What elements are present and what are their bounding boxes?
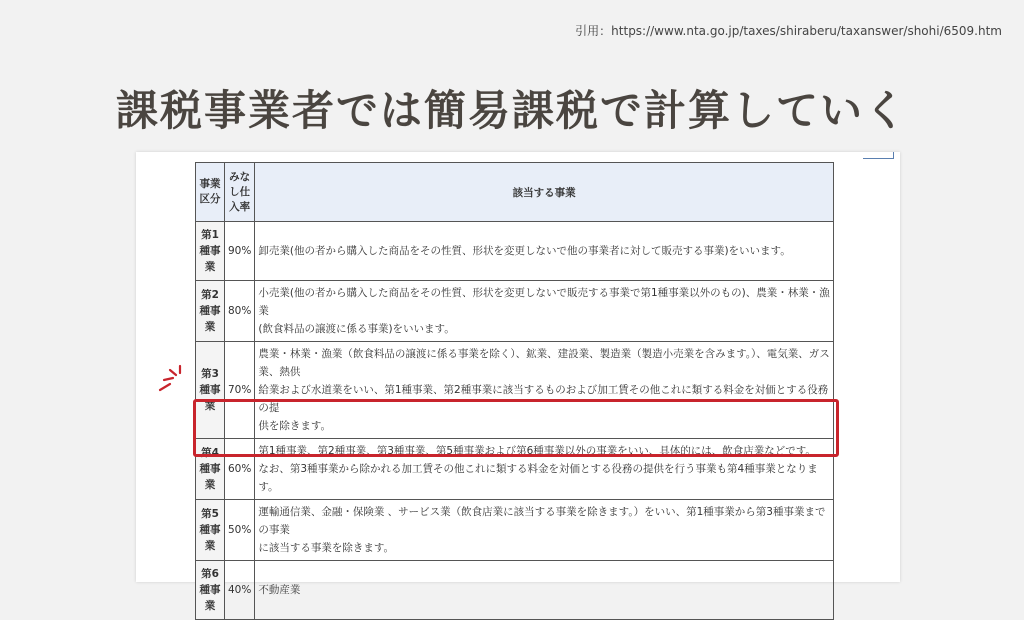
highlight-box [193, 399, 839, 457]
slide-title: 課税事業者では簡易課税で計算していく [115, 86, 908, 135]
screenshot-card [136, 152, 900, 612]
table-row [196, 500, 834, 561]
table-row [196, 222, 834, 281]
citation: 引用：https://www.nta.go.jp/taxes/shiraberu/taxanswer/shohi/6509.htm [575, 24, 1002, 38]
description-line: 小売業(他の者から購入した商品をその性質、形状を変更しないで販売する事業で第1種事業以外のもの)、農業・林業・漁業 [258, 287, 830, 317]
row-category: 第3種事業 [196, 342, 225, 439]
tax-table [195, 162, 834, 620]
row-description [255, 561, 834, 620]
description-line: (飲食料品の譲渡に係る事業)をいいます。 [258, 323, 455, 335]
corner-mark [863, 152, 894, 159]
row-rate: 90% [225, 222, 255, 281]
header-rate: みなし仕入率 [225, 163, 255, 222]
row-rate: 50% [225, 500, 255, 561]
row-description [255, 222, 834, 281]
description-line: 農業・林業・漁業（飲食料品の譲渡に係る事業を除く）、鉱業、建設業、製造業（製造小売業を含みます。）、電気業、ガス業、熱供 [258, 348, 830, 378]
description-line: なお、第3種事業から除かれる加工賃その他これに類する料金を対価とする役務の提供を行う事業も第4種事業となります。 [258, 463, 818, 493]
row-rate: 70% [225, 342, 255, 439]
header-category: 事業区分 [196, 163, 225, 222]
table-row [196, 561, 834, 620]
description-line: 第1種事業、第2種事業、第3種事業、第5種事業および第6種事業以外の事業をいい、具体的には、飲食店業などです。 [258, 445, 816, 457]
description-line: 供を除きます。 [258, 420, 332, 432]
table-header-row [196, 163, 834, 222]
row-category: 第5種事業 [196, 500, 225, 561]
row-rate: 80% [225, 281, 255, 342]
row-rate: 40% [225, 561, 255, 620]
row-category: 第1種事業 [196, 222, 225, 281]
description-line: 卸売業(他の者から購入した商品をその性質、形状を変更しないで他の事業者に対して販売する事業)をいいます。 [258, 245, 791, 257]
emphasis-burst-icon [156, 364, 190, 394]
description-line: 給業および水道業をいい、第1種事業、第2種事業に該当するものおよび加工賃その他これに類する料金を対価とする役務の提 [258, 384, 829, 414]
description-line: に該当する事業を除きます。 [258, 542, 395, 554]
row-description [255, 500, 834, 561]
description-line: 不動産業 [258, 584, 301, 596]
table-row [196, 281, 834, 342]
row-category: 第4種事業 [196, 439, 225, 500]
row-description [255, 281, 834, 342]
row-category: 第2種事業 [196, 281, 225, 342]
row-category: 第6種事業 [196, 561, 225, 620]
row-rate: 60% [225, 439, 255, 500]
description-line: 運輸通信業、金融・保険業 、サービス業（飲食店業に該当する事業を除きます。）をいい、第1種事業から第3種事業までの事業 [258, 506, 826, 536]
header-description: 該当する事業 [255, 163, 834, 222]
